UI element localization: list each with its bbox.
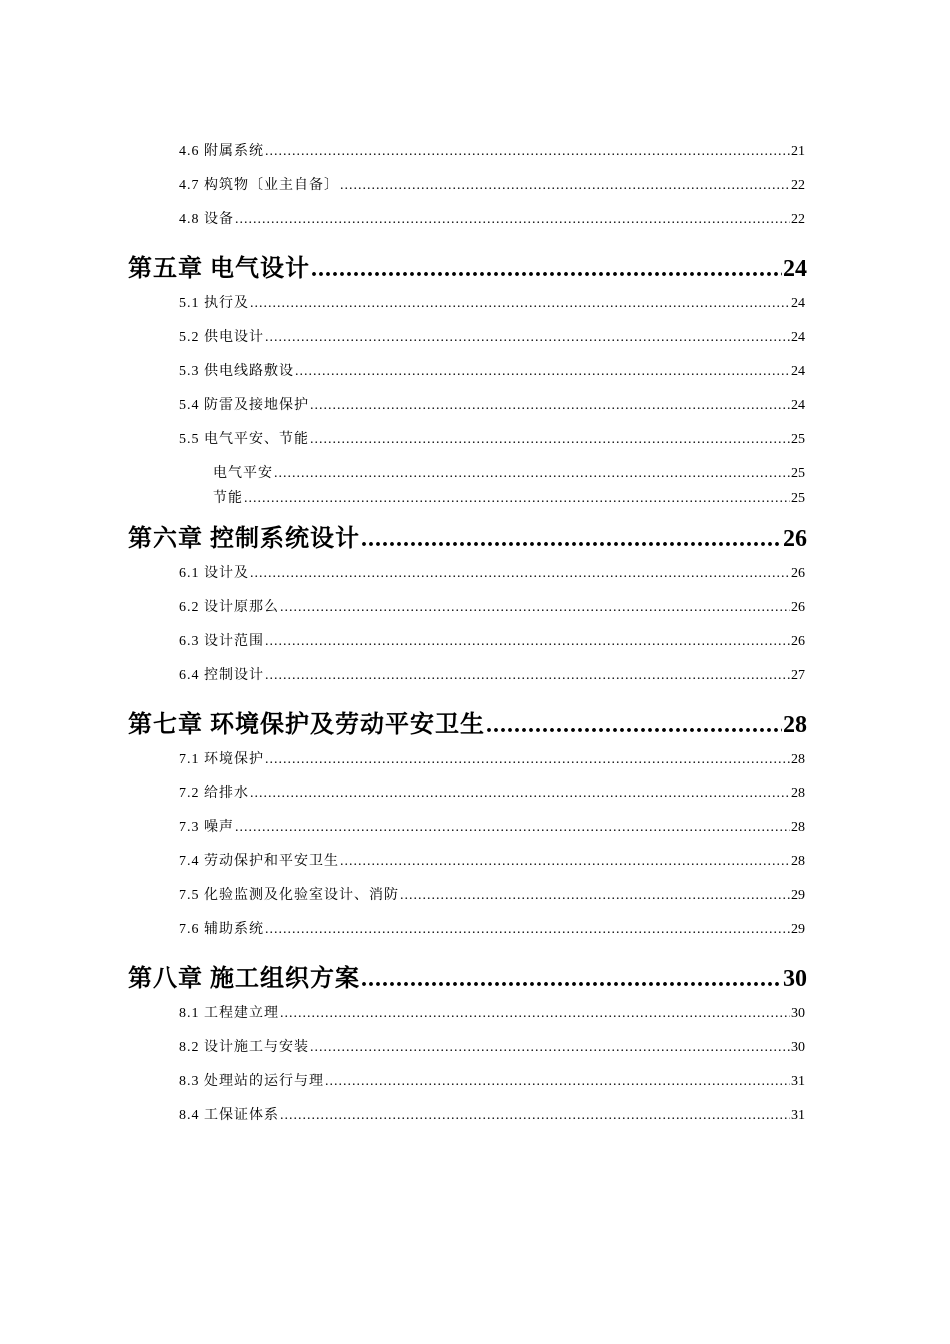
toc-chapter-title: 第八章 施工组织方案 [128,966,360,992]
dot-leader [310,432,790,448]
dot-leader [325,1074,790,1090]
toc-entry-7-2[interactable] [179,782,805,802]
toc-entry-8-3[interactable] [179,1070,805,1090]
toc-entry-title: 6.4 控制设计 [179,668,264,683]
toc-chapter-page: 24 [783,256,807,282]
toc-entry-8-2[interactable] [179,1036,805,1056]
toc-chapter-page: 28 [783,712,807,738]
toc-entry-8-4[interactable] [179,1104,805,1124]
toc-entry-7-3[interactable] [179,816,805,836]
toc-entry-page: 25 [791,432,805,447]
toc-entry-page: 29 [791,922,805,937]
toc-chapter-5[interactable] [128,248,807,280]
toc-entry-4-6[interactable] [179,140,805,160]
toc-entry-title: 5.3 供电线路敷设 [179,364,294,379]
toc-entry-title: 7.6 辅助系统 [179,922,264,937]
dot-leader [250,296,790,312]
toc-chapter-page: 26 [783,526,807,552]
dot-leader [265,634,790,650]
toc-subentry-electrical-safety[interactable] [213,462,805,482]
dot-leader [244,491,790,507]
toc-entry-page: 28 [791,752,805,767]
dot-leader [265,668,790,684]
toc-entry-5-4[interactable] [179,394,805,414]
toc-entry-title: 6.3 设计范围 [179,634,264,649]
dot-leader [310,398,790,414]
dot-leader [310,1040,790,1056]
toc-entry-page: 25 [791,466,805,481]
toc-entry-page: 30 [791,1040,805,1055]
toc-entry-6-2[interactable] [179,596,805,616]
toc-entry-title: 5.5 电气平安、节能 [179,432,309,447]
toc-entry-page: 28 [791,820,805,835]
toc-entry-page: 21 [791,144,805,159]
dot-leader [250,566,790,582]
toc-entry-7-6[interactable] [179,918,805,938]
toc-chapter-title: 第七章 环境保护及劳动平安卫生 [128,712,485,738]
dot-leader [280,600,790,616]
toc-entry-page: 24 [791,296,805,311]
toc-entry-page: 24 [791,364,805,379]
toc-entry-6-3[interactable] [179,630,805,650]
toc-chapter-title: 第五章 电气设计 [128,256,310,282]
toc-entry-title: 6.2 设计原那么 [179,600,279,615]
toc-entry-title: 4.6 附属系统 [179,144,264,159]
dot-leader [361,966,782,993]
toc-entry-6-4[interactable] [179,664,805,684]
toc-entry-page: 26 [791,566,805,581]
toc-entry-title: 电气平安 [213,466,273,481]
toc-entry-5-3[interactable] [179,360,805,380]
toc-entry-4-7[interactable] [179,174,805,194]
dot-leader [265,752,790,768]
toc-chapter-8[interactable] [128,958,807,990]
toc-entry-7-1[interactable] [179,748,805,768]
dot-leader [400,888,790,904]
toc-entry-page: 27 [791,668,805,683]
dot-leader [361,526,782,553]
toc-entry-page: 30 [791,1006,805,1021]
dot-leader [340,178,790,194]
dot-leader [295,364,790,380]
dot-leader [265,922,790,938]
toc-entry-page: 22 [791,178,805,193]
toc-entry-page: 28 [791,786,805,801]
dot-leader [280,1108,790,1124]
toc-entry-4-8[interactable] [179,208,805,228]
dot-leader [274,466,790,482]
dot-leader [340,854,790,870]
dot-leader [265,144,790,160]
dot-leader [250,786,790,802]
toc-entry-5-5[interactable] [179,428,805,448]
toc-entry-page: 24 [791,398,805,413]
toc-chapter-7[interactable] [128,704,807,736]
toc-entry-title: 7.2 给排水 [179,786,249,801]
dot-leader [280,1006,790,1022]
toc-entry-8-1[interactable] [179,1002,805,1022]
toc-chapter-title: 第六章 控制系统设计 [128,526,360,552]
dot-leader [486,712,782,739]
toc-entry-title: 8.3 处理站的运行与理 [179,1074,324,1089]
toc-entry-title: 6.1 设计及 [179,566,249,581]
toc-entry-6-1[interactable] [179,562,805,582]
toc-entry-title: 7.3 噪声 [179,820,234,835]
toc-entry-7-5[interactable] [179,884,805,904]
toc-entry-5-2[interactable] [179,326,805,346]
toc-entry-title: 4.7 构筑物〔业主自备〕 [179,178,339,193]
toc-entry-7-4[interactable] [179,850,805,870]
toc-entry-title: 5.2 供电设计 [179,330,264,345]
toc-entry-title: 7.1 环境保护 [179,752,264,767]
toc-entry-title: 8.1 工程建立理 [179,1006,279,1021]
toc-entry-page: 26 [791,600,805,615]
toc-subentry-energy-saving[interactable] [213,487,805,507]
toc-entry-page: 24 [791,330,805,345]
toc-entry-page: 22 [791,212,805,227]
toc-entry-5-1[interactable] [179,292,805,312]
toc-chapter-page: 30 [783,966,807,992]
toc-entry-title: 7.4 劳动保护和平安卫生 [179,854,339,869]
dot-leader [265,330,790,346]
toc-entry-title: 8.4 工保证体系 [179,1108,279,1123]
toc-entry-title: 节能 [213,491,243,506]
toc-entry-title: 5.4 防雷及接地保护 [179,398,309,413]
toc-entry-page: 26 [791,634,805,649]
toc-entry-title: 8.2 设计施工与安装 [179,1040,309,1055]
toc-entry-title: 7.5 化验监测及化验室设计、消防 [179,888,399,903]
toc-entry-page: 31 [791,1108,805,1123]
toc-entry-page: 25 [791,491,805,506]
toc-entry-title: 4.8 设备 [179,212,234,227]
toc-chapter-6[interactable] [128,518,807,550]
dot-leader [235,212,790,228]
dot-leader [311,256,782,283]
toc-entry-page: 29 [791,888,805,903]
dot-leader [235,820,790,836]
toc-entry-page: 28 [791,854,805,869]
toc-entry-page: 31 [791,1074,805,1089]
toc-entry-title: 5.1 执行及 [179,296,249,311]
